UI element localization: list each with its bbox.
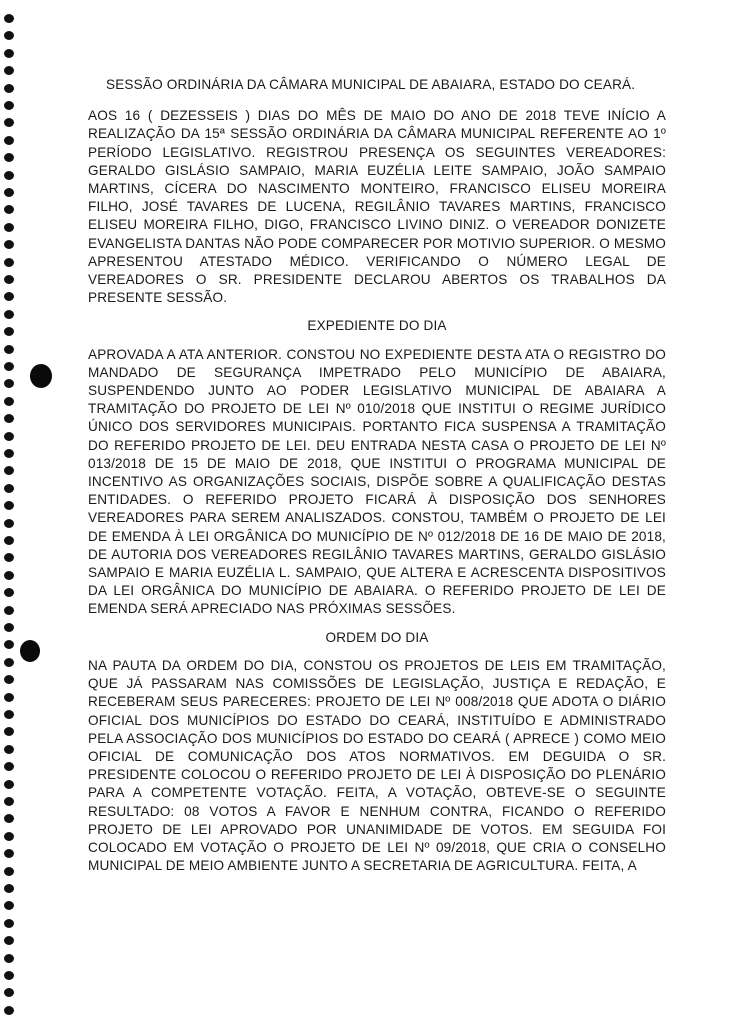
opening-paragraph: AOS 16 ( DEZESSEIS ) DIAS DO MÊS DE MAIO DO ANO DE 2018 TEVE INÍCIO A REALIZAÇÃO DA 15ª SESSÃO ORDINÁRIA DA CÂMARA MUNICIPAL REFERENTE AO 1º PERÍODO LEGISLATIVO. REGISTROU PRESENÇA OS SEGUINTES VEREADORES: GERALDO GISLÁSIO SAMPAIO, MARIA EUZÉLIA LEITE SAMPAIO, JOÃO SAMPAIO MARTINS, CÍCERA DO NASCIMENTO MONTEIRO, FRANCISCO ELISEU MOREIRA FILHO, JOSÉ TAVARES DE LUCENA, REGILÂNIO TAVARES MARTINS, FRANCISCO ELISEU MOREIRA FILHO, DIGO, FRANCISCO LIVINO DINIZ. O VEREADOR DONIZETE EVANGELISTA DANTAS NÃO PODE COMPARECER POR MOTIVIO SUPERIOR. O MESMO APRESENTOU ATESTADO MÉDICO. VERIFICANDO O NÚMERO LEGAL DE VEREADORES O SR. PRESIDENTE DECLAROU ABERTOS OS TRABALHOS DA PRESENTE SESSÃO. (88, 108, 666, 306)
punch-hole (4, 588, 14, 597)
punch-hole (4, 362, 14, 371)
punch-hole (4, 849, 14, 858)
punch-hole (4, 780, 14, 789)
punch-hole (4, 814, 14, 823)
punch-hole (4, 258, 14, 267)
punch-hole (4, 484, 14, 493)
punch-hole (4, 432, 14, 441)
punch-hole (4, 919, 14, 928)
punch-hole (4, 188, 14, 197)
punch-hole (4, 84, 14, 93)
punch-hole (4, 466, 14, 475)
punch-hole (4, 797, 14, 806)
punch-hole (4, 762, 14, 771)
punch-hole (4, 901, 14, 910)
punch-hole (4, 832, 14, 841)
punch-hole (4, 988, 14, 997)
expediente-paragraph: APROVADA A ATA ANTERIOR. CONSTOU NO EXPEDIENTE DESTA ATA O REGISTRO DO MANDADO DE SEGURANÇA IMPETRADO PELO MUNICÍPIO DE ABAIARA, SUSPENDENDO JUNTO AO PODER LEGISLATIVO MUNICIPAL DE ABAIARA A TRAMITAÇÃO DO PROJETO DE LEI Nº 010/2018 QUE INSTITUI O REGIME JURÍDICO ÚNICO DOS SERVIDORES MUNICIPAIS. PORTANTO FICA SUSPENSA A TRAMITAÇÃO DO REFERIDO PROJETO DE LEI. DEU ENTRADA NESTA CASA O PROJETO DE LEI Nº 013/2018 DE 15 DE MAIO DE 2018, QUE INSTITUI O PROGRAMA MUNICIPAL DE INCENTIVO AS ORGANIZAÇÕES SOCIAIS, DISPÕE SOBRE A QUALIFICAÇÃO DESTAS ENTIDADES. O REFERIDO PROJETO FICARÁ À DISPOSIÇÃO DOS SENHORES VEREADORES PARA SEREM ANALISZADOS. CONSTOU, TAMBÉM O PROJETO DE LEI DE EMENDA À LEI ORGÂNICA DO MUNICÍPIO DE Nº 012/2018 DE 16 DE MAIO DE 2018, DE AUTORIA DOS VEREADORES REGILÂNIO TAVARES MARTINS, GERALDO GISLÁSIO SAMPAIO E MARIA EUZÉLIA L. SAMPAIO, QUE ALTERA E ACRESCENTA DISPOSITIVOS DA LEI ORGÂNICA DO MUNICÍPIO DE ABAIARA. O REFERIDO PROJETO DE LEI DE EMENDA SERÁ APRECIADO NAS PRÓXIMAS SESSÕES. (88, 346, 666, 617)
punch-hole (4, 936, 14, 945)
punch-hole (4, 205, 14, 214)
punch-hole (4, 101, 14, 110)
punch-hole (4, 1006, 14, 1015)
punch-hole (4, 884, 14, 893)
punch-hole (4, 710, 14, 719)
punch-hole (4, 449, 14, 458)
punch-hole (4, 136, 14, 145)
punch-hole (4, 536, 14, 545)
punch-hole (4, 275, 14, 284)
punch-hole (4, 345, 14, 354)
punch-hole (4, 31, 14, 40)
punch-hole (4, 171, 14, 180)
punch-hole (4, 640, 14, 649)
section-heading-ordem: ORDEM DO DIA (325, 629, 429, 645)
punch-hole (4, 49, 14, 58)
punch-hole (4, 501, 14, 510)
section-heading-expediente: EXPEDIENTE DO DIA (307, 318, 447, 334)
punch-hole (4, 397, 14, 406)
punch-hole (4, 519, 14, 528)
punch-hole (4, 223, 14, 232)
punch-hole (4, 867, 14, 876)
punch-hole (4, 693, 14, 702)
punch-hole (4, 292, 14, 301)
punch-hole (4, 118, 14, 127)
punch-hole (4, 327, 14, 336)
ink-blot-mark (30, 364, 52, 388)
punch-hole (4, 606, 14, 615)
punch-hole (4, 14, 14, 23)
punch-hole (4, 310, 14, 319)
punch-hole (4, 66, 14, 75)
document-title: SESSÃO ORDINÁRIA DA CÂMARA MUNICIPAL DE ABAIARA, ESTADO DO CEARÁ. (106, 77, 636, 92)
punch-hole (4, 379, 14, 388)
punch-hole (4, 414, 14, 423)
document-page (88, 76, 666, 875)
ink-blot-mark (20, 640, 40, 662)
ordem-paragraph: NA PAUTA DA ORDEM DO DIA, CONSTOU OS PROJETOS DE LEIS EM TRAMITAÇÃO, QUE JÁ PASSARAM NAS COMISSÕES DE LEGISLAÇÃO, JUSTIÇA E REDAÇÃO, E RECEBERAM SEUS PARECERES: PROJETO DE LEI Nº 008/2018 QUE ADOTA O DIÁRIO OFICIAL DOS MUNICÍPIOS DO ESTADO DO CEARÁ, INSTITUÍDO E ADMINISTRADO PELA ASSOCIAÇÃO DOS MUNICÍPIOS DO ESTADO DO CEARÁ ( APRECE ) COMO MEIO OFICIAL DE COMUNICAÇÃO DOS ATOS NORMATIVOS. EM DEGUIDA O SR. PRESIDENTE COLOCOU O REFERIDO PROJETO DE LEI À DISPOSIÇÃO DO PLENÁRIO PARA A COMPETENTE VOTAÇÃO. FEITA, A VOTAÇÃO, OBTEVE-SE O SEGUINTE RESULTADO: 08 VOTOS A FAVOR E NENHUM CONTRA, FICANDO O REFERIDO PROJETO DE LEI APROVADO POR UNANIMIDADE DE VOTOS. EM SEGUIDA FOI COLOCADO EM VOTAÇÃO O PROJETO DE LEI Nº 09/2018, QUE CRIA O CONSELHO MUNICIPAL DE MEIO AMBIENTE JUNTO A SECRETARIA DE AGRICULTURA. FEITA, A (88, 657, 666, 874)
punch-hole-strip (0, 0, 22, 1024)
punch-hole (4, 658, 14, 667)
punch-hole (4, 153, 14, 162)
punch-hole (4, 954, 14, 963)
punch-hole (4, 571, 14, 580)
punch-hole (4, 745, 14, 754)
punch-hole (4, 727, 14, 736)
punch-hole (4, 623, 14, 632)
punch-hole (4, 553, 14, 562)
punch-hole (4, 971, 14, 980)
punch-hole (4, 675, 14, 684)
punch-hole (4, 240, 14, 249)
